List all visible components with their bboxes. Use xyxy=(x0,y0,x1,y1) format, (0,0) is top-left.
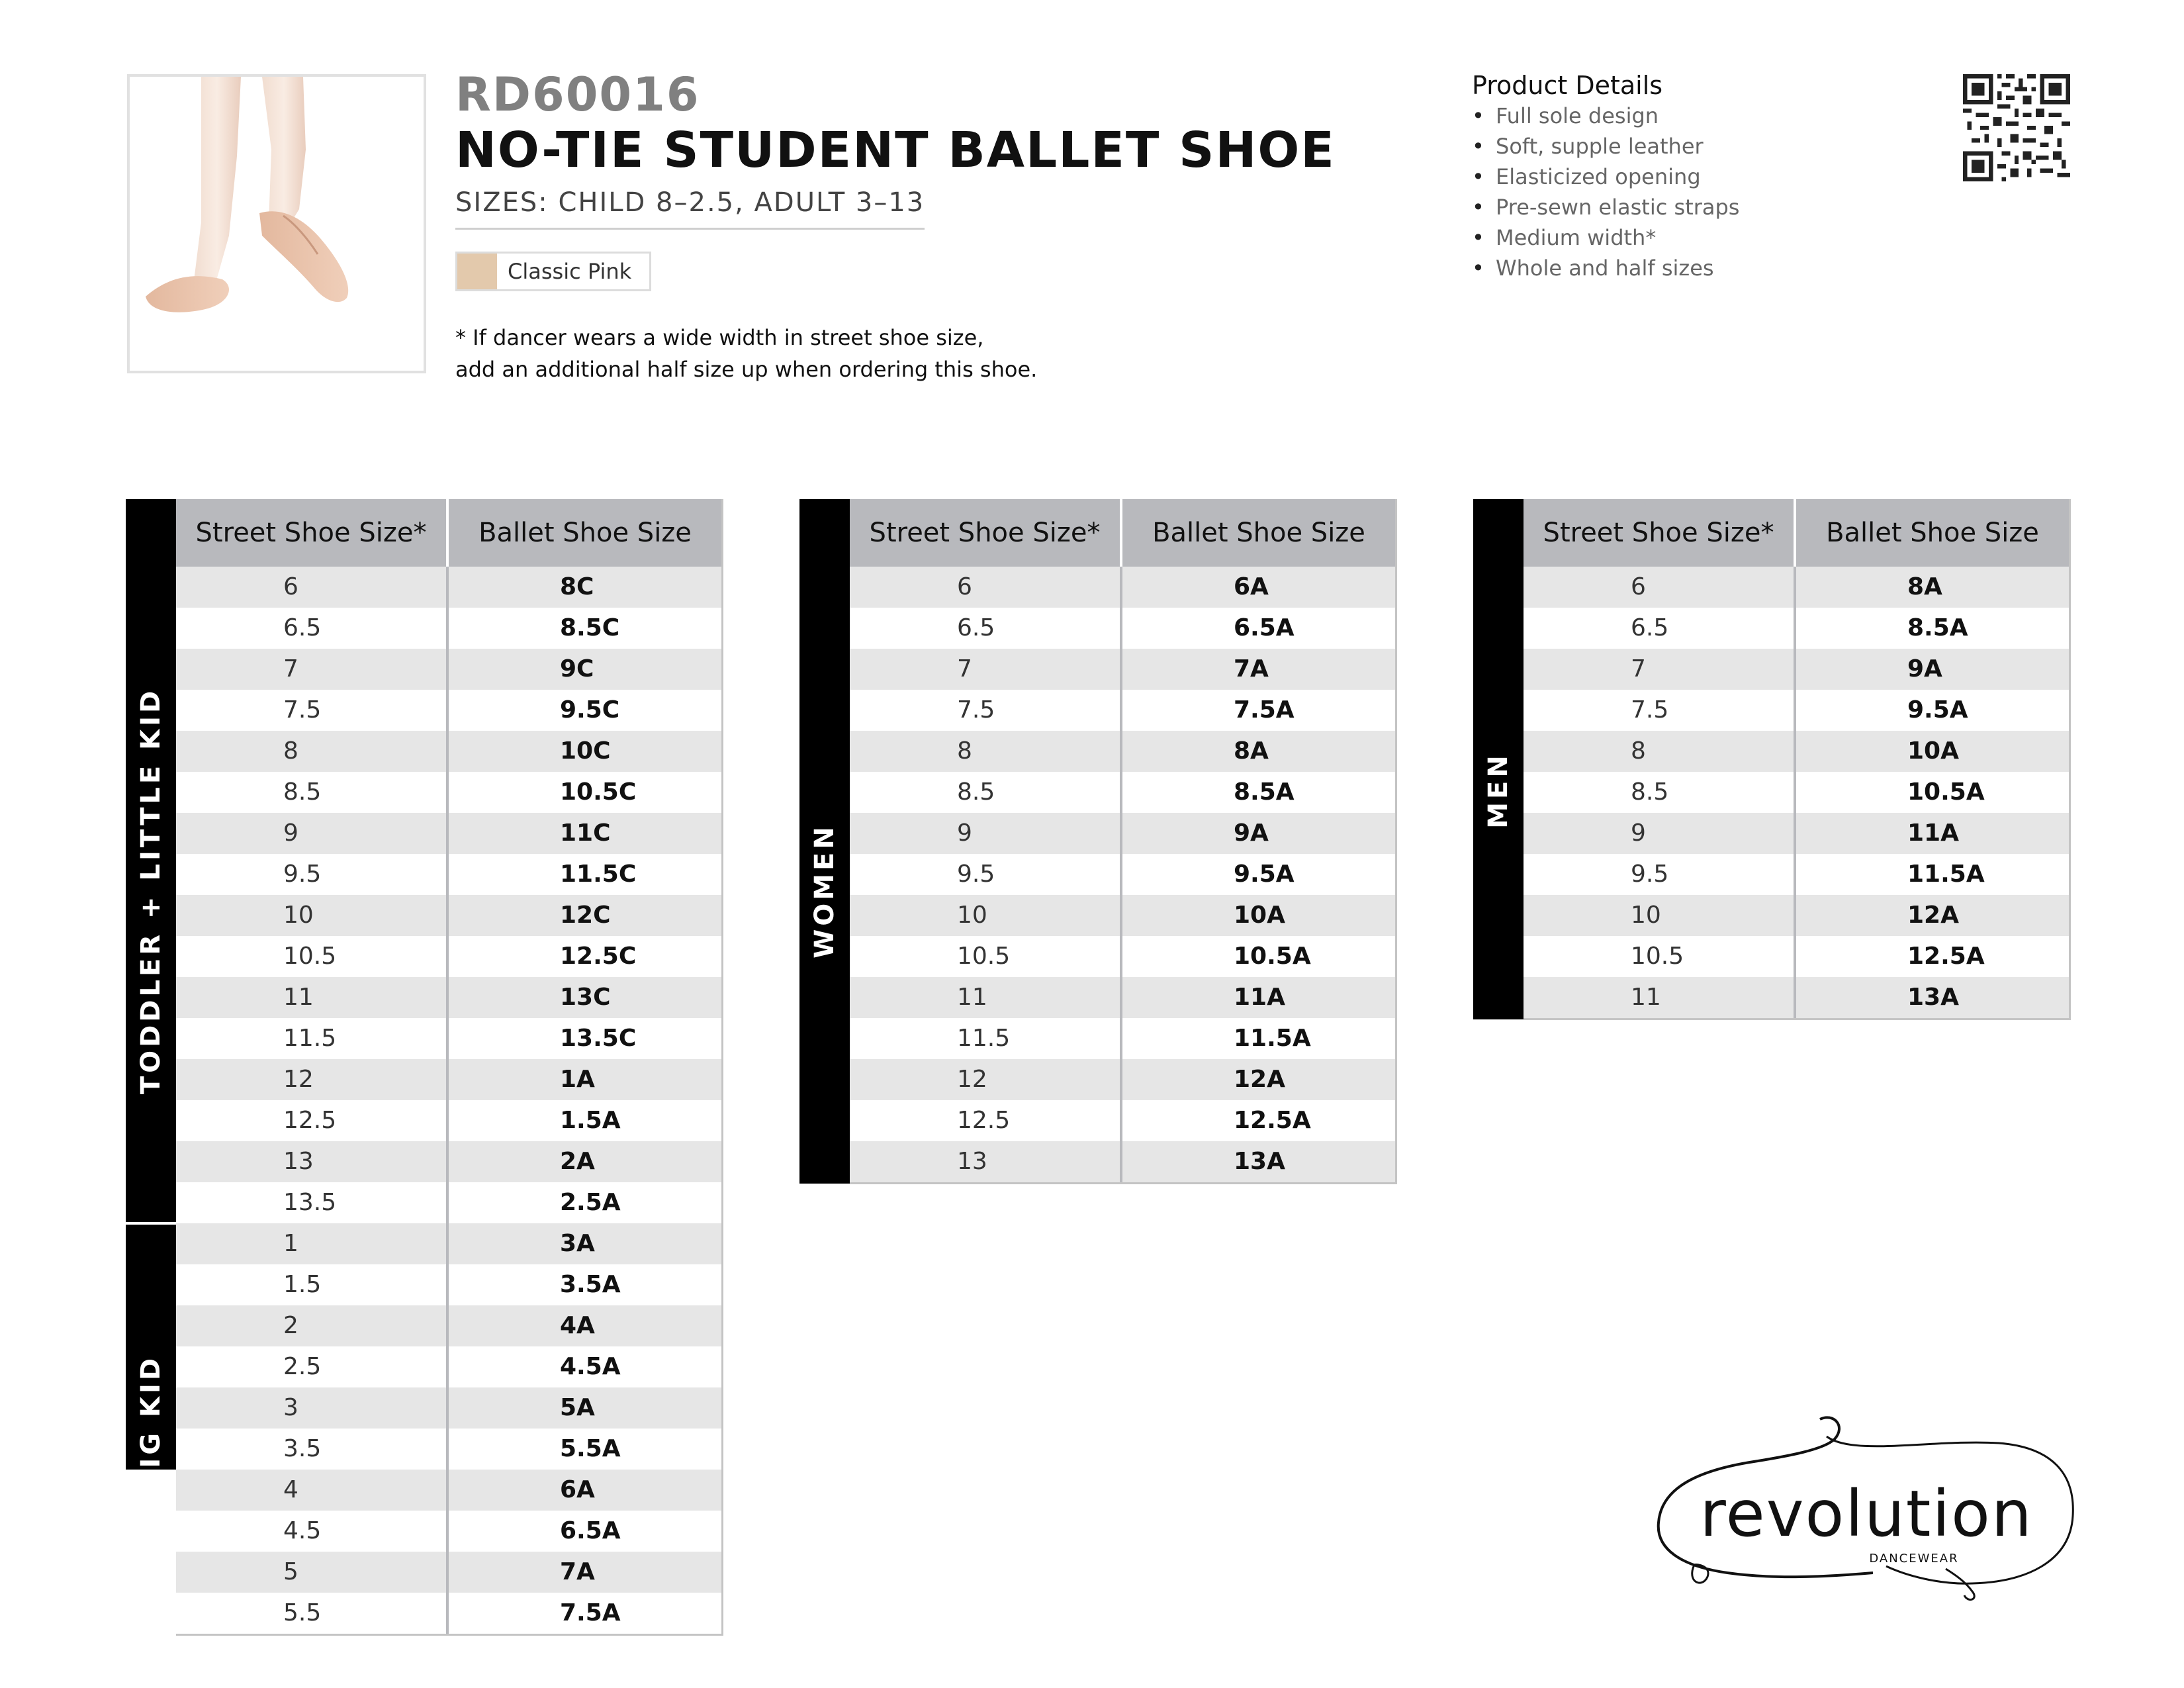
street-size-cell: 7.5 xyxy=(1524,690,1796,731)
ballet-size-cell: 7A xyxy=(1234,655,1269,682)
street-size-cell: 5 xyxy=(176,1552,449,1593)
table-row xyxy=(850,936,1395,977)
street-size-cell: 9.5 xyxy=(176,854,449,895)
ballet-size-cell: 13.5C xyxy=(560,1025,637,1052)
table-row xyxy=(850,977,1395,1018)
product-title: NO-TIE STUDENT BALLET SHOE xyxy=(455,122,1336,179)
street-size-cell: 11 xyxy=(176,977,449,1018)
street-size-cell: 10.5 xyxy=(850,936,1122,977)
ballet-size-cell: 13C xyxy=(560,984,611,1011)
brand-name: revolution xyxy=(1700,1477,2033,1551)
table-row xyxy=(176,731,721,772)
street-size-cell: 6.5 xyxy=(850,608,1122,649)
band-label-big-kid: BIG KID xyxy=(136,1354,166,1492)
street-size-cell: 10 xyxy=(850,895,1122,936)
ballet-size-cell: 7.5A xyxy=(1234,696,1295,724)
table-row xyxy=(850,1018,1395,1059)
table-row xyxy=(1524,936,2069,977)
table-row xyxy=(176,1223,721,1264)
ballet-size-cell: 9.5A xyxy=(1907,696,1968,724)
table-row xyxy=(176,1429,721,1470)
ballet-size-cell: 12C xyxy=(560,902,611,929)
table-row xyxy=(1524,772,2069,813)
street-size-cell: 12.5 xyxy=(850,1100,1122,1141)
ballet-size-cell: 6A xyxy=(560,1476,595,1503)
street-size-cell: 9 xyxy=(1524,813,1796,854)
note-line-1: * If dancer wears a wide width in street shoe size, xyxy=(455,325,984,350)
women-grid xyxy=(850,499,1397,1184)
ballet-size-cell: 6A xyxy=(1234,573,1269,600)
street-size-cell: 9 xyxy=(176,813,449,854)
table-row xyxy=(176,567,721,608)
table-row xyxy=(176,1018,721,1059)
table-row xyxy=(1524,608,2069,649)
ballet-size-cell: 3A xyxy=(560,1230,595,1257)
color-option xyxy=(455,252,651,291)
ballet-size-cell: 11A xyxy=(1907,820,1959,847)
ballet-size-cell: 11C xyxy=(560,820,611,847)
table-row xyxy=(850,895,1395,936)
table-row xyxy=(850,1141,1395,1182)
ballet-size-cell: 8.5C xyxy=(560,614,620,641)
table-row xyxy=(1524,977,2069,1018)
table-row xyxy=(176,1264,721,1305)
ballet-shoe-image xyxy=(130,77,424,371)
ballet-size-cell: 10.5C xyxy=(560,778,637,806)
ballet-size-cell: 1A xyxy=(560,1066,595,1093)
table-row xyxy=(176,936,721,977)
table-row xyxy=(176,895,721,936)
ballet-size-cell: 12.5C xyxy=(560,943,637,970)
street-size-cell: 7 xyxy=(850,649,1122,690)
ballet-size-cell: 8A xyxy=(1234,737,1269,765)
ballet-size-cell: 6.5A xyxy=(560,1517,621,1544)
street-size-cell: 8 xyxy=(850,731,1122,772)
street-size-cell: 3 xyxy=(176,1387,449,1429)
band-label-men: MEN xyxy=(1483,752,1514,829)
table-row xyxy=(176,649,721,690)
street-size-cell: 1 xyxy=(176,1223,449,1264)
table-row xyxy=(850,854,1395,895)
ballet-size-cell: 8C xyxy=(560,573,594,600)
table-header xyxy=(176,499,721,567)
table-row xyxy=(176,1511,721,1552)
table-row xyxy=(1524,731,2069,772)
table-row xyxy=(850,1059,1395,1100)
street-size-cell: 10.5 xyxy=(1524,936,1796,977)
table-row xyxy=(1524,690,2069,731)
ballet-size-cell: 12.5A xyxy=(1234,1107,1311,1134)
ballet-size-cell: 12.5A xyxy=(1907,943,1985,970)
table-row xyxy=(850,649,1395,690)
ballet-size-cell: 4A xyxy=(560,1312,595,1339)
ballet-size-cell: 11.5C xyxy=(560,861,637,888)
details-item: • Medium width* xyxy=(1472,222,1739,253)
street-size-header: Street Shoe Size* xyxy=(850,499,1122,567)
street-size-cell: 6 xyxy=(1524,567,1796,608)
size-range: SIZES: CHILD 8–2.5, ADULT 3–13 xyxy=(455,184,925,230)
ballet-size-cell: 11A xyxy=(1234,984,1285,1011)
street-size-cell: 13 xyxy=(176,1141,449,1182)
table-row xyxy=(850,690,1395,731)
table-row xyxy=(850,608,1395,649)
table-row xyxy=(176,1059,721,1100)
street-size-cell: 9.5 xyxy=(1524,854,1796,895)
band-label-women: WOMEN xyxy=(809,823,840,959)
table-row xyxy=(176,608,721,649)
band-label-toddler: TODDLER + LITTLE KID xyxy=(136,687,166,1095)
table-row xyxy=(176,813,721,854)
product-photo xyxy=(127,74,426,373)
ballet-size-cell: 5A xyxy=(560,1394,595,1421)
street-size-cell: 8.5 xyxy=(1524,772,1796,813)
note-line-2: add an additional half size up when ordering this shoe. xyxy=(455,357,1038,382)
table-row xyxy=(176,690,721,731)
street-size-cell: 8 xyxy=(176,731,449,772)
street-size-cell: 6.5 xyxy=(1524,608,1796,649)
table-row xyxy=(1524,813,2069,854)
street-size-cell: 12.5 xyxy=(176,1100,449,1141)
table-row xyxy=(1524,649,2069,690)
ballet-size-cell: 7.5A xyxy=(560,1599,621,1626)
ballet-size-cell: 3.5A xyxy=(560,1271,621,1298)
table-row xyxy=(850,731,1395,772)
table-row xyxy=(176,1346,721,1387)
street-size-cell: 5.5 xyxy=(176,1593,449,1634)
table-row xyxy=(176,1593,721,1634)
street-size-cell: 8.5 xyxy=(850,772,1122,813)
ballet-size-cell: 2A xyxy=(560,1148,595,1175)
ballet-size-cell: 11.5A xyxy=(1907,861,1985,888)
street-size-cell: 12 xyxy=(850,1059,1122,1100)
street-size-cell: 4.5 xyxy=(176,1511,449,1552)
ballet-size-cell: 9.5C xyxy=(560,696,620,724)
color-swatch xyxy=(457,254,497,289)
ballet-size-cell: 8.5A xyxy=(1907,614,1968,641)
ballet-size-cell: 10.5A xyxy=(1234,943,1311,970)
street-size-cell: 1.5 xyxy=(176,1264,449,1305)
street-size-cell: 10.5 xyxy=(176,936,449,977)
table-row xyxy=(1524,895,2069,936)
ballet-size-cell: 6.5A xyxy=(1234,614,1295,641)
ballet-size-cell: 13A xyxy=(1234,1148,1285,1175)
table-row xyxy=(176,1552,721,1593)
table-row xyxy=(850,1100,1395,1141)
brand-logo xyxy=(1655,1410,2078,1609)
street-size-cell: 3.5 xyxy=(176,1429,449,1470)
street-size-cell: 6 xyxy=(176,567,449,608)
product-sku: RD60016 xyxy=(455,68,700,122)
ballet-size-cell: 9A xyxy=(1234,820,1269,847)
ballet-size-cell: 1.5A xyxy=(560,1107,621,1134)
street-size-cell: 10 xyxy=(1524,895,1796,936)
ballet-size-header: Ballet Shoe Size xyxy=(1826,518,2039,548)
street-size-cell: 8 xyxy=(1524,731,1796,772)
street-size-cell: 9.5 xyxy=(850,854,1122,895)
street-size-cell: 2 xyxy=(176,1305,449,1346)
ballet-size-cell: 10.5A xyxy=(1907,778,1985,806)
street-size-cell: 7 xyxy=(1524,649,1796,690)
table-row xyxy=(176,772,721,813)
table-header xyxy=(850,499,1395,567)
details-item: • Pre-sewn elastic straps xyxy=(1472,192,1739,222)
street-size-cell: 7.5 xyxy=(176,690,449,731)
ballet-size-header: Ballet Shoe Size xyxy=(1152,518,1365,548)
table-row xyxy=(850,813,1395,854)
details-list xyxy=(1472,101,1739,283)
table-row xyxy=(176,854,721,895)
street-size-cell: 11 xyxy=(850,977,1122,1018)
street-size-cell: 7.5 xyxy=(850,690,1122,731)
street-size-cell: 12 xyxy=(176,1059,449,1100)
street-size-cell: 13 xyxy=(850,1141,1122,1182)
table-row xyxy=(176,1141,721,1182)
details-item: • Elasticized opening xyxy=(1472,162,1739,192)
ballet-size-cell: 5.5A xyxy=(560,1435,621,1462)
street-size-cell: 4 xyxy=(176,1470,449,1511)
street-size-cell: 9 xyxy=(850,813,1122,854)
ballet-size-cell: 12A xyxy=(1907,902,1959,929)
table-row xyxy=(1524,854,2069,895)
ballet-size-cell: 8.5A xyxy=(1234,778,1295,806)
table-row xyxy=(176,1182,721,1223)
table-row xyxy=(176,977,721,1018)
ballet-size-cell: 2.5A xyxy=(560,1189,621,1216)
street-size-cell: 2.5 xyxy=(176,1346,449,1387)
street-size-cell: 7 xyxy=(176,649,449,690)
table-row xyxy=(850,567,1395,608)
men-grid xyxy=(1524,499,2071,1020)
ballet-size-cell: 9C xyxy=(560,655,594,682)
street-size-cell: 11 xyxy=(1524,977,1796,1018)
ballet-size-cell: 4.5A xyxy=(560,1353,621,1380)
details-item: • Whole and half sizes xyxy=(1472,253,1739,283)
street-size-header: Street Shoe Size* xyxy=(1524,499,1796,567)
color-label: Classic Pink xyxy=(508,259,632,284)
street-size-cell: 13.5 xyxy=(176,1182,449,1223)
ballet-size-cell: 10C xyxy=(560,737,611,765)
ballet-size-cell: 10A xyxy=(1907,737,1959,765)
brand-sub: DANCEWEAR xyxy=(1869,1552,1959,1566)
table-row xyxy=(176,1387,721,1429)
ballet-size-cell: 8A xyxy=(1907,573,1942,600)
table-row xyxy=(176,1470,721,1511)
qr-code[interactable] xyxy=(1963,74,2070,181)
ballet-size-cell: 9.5A xyxy=(1234,861,1295,888)
ballet-size-cell: 7A xyxy=(560,1558,595,1585)
ballet-size-cell: 11.5A xyxy=(1234,1025,1311,1052)
table-row xyxy=(1524,567,2069,608)
ballet-size-cell: 10A xyxy=(1234,902,1285,929)
street-size-cell: 10 xyxy=(176,895,449,936)
ballet-size-header: Ballet Shoe Size xyxy=(478,518,692,548)
details-item: • Soft, supple leather xyxy=(1472,131,1739,162)
street-size-header: Street Shoe Size* xyxy=(176,499,449,567)
table-row xyxy=(176,1305,721,1346)
street-size-cell: 11.5 xyxy=(850,1018,1122,1059)
kids-grid xyxy=(176,499,723,1636)
table-row xyxy=(176,1100,721,1141)
table-header xyxy=(1524,499,2069,567)
details-title: Product Details xyxy=(1472,71,1663,100)
ballet-size-cell: 13A xyxy=(1907,984,1959,1011)
street-size-cell: 6 xyxy=(850,567,1122,608)
width-note xyxy=(455,322,1037,385)
street-size-cell: 6.5 xyxy=(176,608,449,649)
street-size-cell: 11.5 xyxy=(176,1018,449,1059)
street-size-cell: 8.5 xyxy=(176,772,449,813)
table-row xyxy=(850,772,1395,813)
details-item: • Full sole design xyxy=(1472,101,1739,131)
ballet-size-cell: 12A xyxy=(1234,1066,1285,1093)
ballet-size-cell: 9A xyxy=(1907,655,1942,682)
